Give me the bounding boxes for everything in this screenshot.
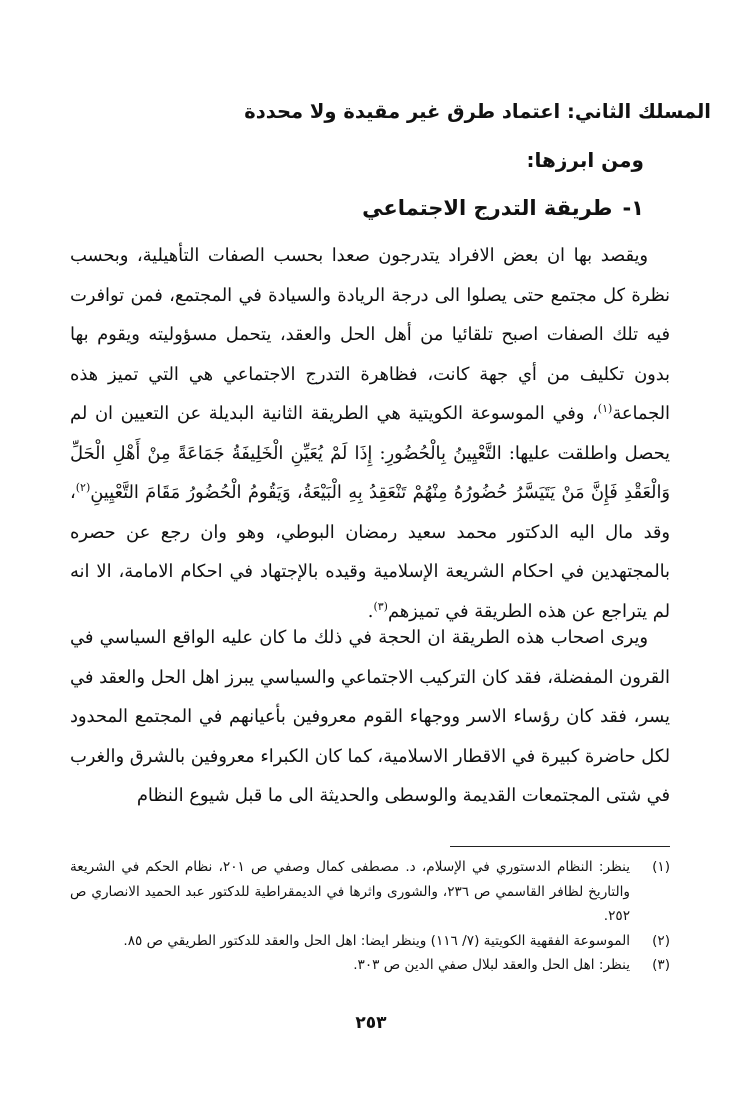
footnote-1 — [70, 855, 670, 929]
footnotes — [70, 855, 670, 978]
footnote-3 — [70, 953, 670, 978]
footnote-number: (٣) — [652, 957, 670, 973]
body-paragraph-1 — [70, 236, 670, 631]
paragraph-1-part-3: ، وقد مال اليه الدكتور محمد سعيد رمضان البوطي، وهو وان رجع عن حصره بالمجتهدين في احكام الشريعة الإسلامية وقيده بالإجتهاد في احكام الامامة، الا انه لم يتراجع عن هذه الطريقة في تميزهم — [70, 482, 670, 622]
footnote-ref-3: (٣) — [373, 599, 388, 613]
heading-number: ١- — [622, 196, 644, 220]
footnote-text: ينظر: اهل الحل والعقد لبلال صفي الدين ص ٣٠٣. — [353, 957, 630, 973]
paragraph-1-part-1: ويقصد بها ان بعض الافراد يتدرجون صعدا بحسب الصفات التأهيلية، وبحسب نظرة كل مجتمع حتى يصلوا الى درجة الريادة والسيادة في المجتمع، فمن توافرت فيه تلك الصفات اصبح تلقائيا من أهل الحل والعقد، يتحمل مسؤوليته ويقوم بها بدون تكليف من أي جهة كانت، فظاهرة التدرج الاجتماعي هي التي تميز هذه الجماعة — [70, 245, 670, 424]
footnote-2 — [70, 929, 670, 954]
footnote-ref-2: (٢) — [75, 481, 91, 495]
section-heading: المسلك الثاني: اعتماد طرق غير مقيدة ولا محددة — [244, 100, 711, 123]
footnote-number: (١) — [652, 859, 670, 875]
footnote-ref-1: (١) — [597, 402, 613, 416]
numbered-heading — [70, 196, 644, 220]
footnote-text: ينظر: النظام الدستوري في الإسلام، د. مصطفى كمال وصفي ص ٢٠١، نظام الحكم في الشريعة والتاريخ لظافر القاسمي ص ٢٣٦، والشورى واثرها في الديمقراطية للدكتور عبد الحميد الانصاري ص ٢٥٢. — [70, 859, 630, 924]
paragraph-1-part-2: ، وفي الموسوعة الكويتية هي الطريقة الثانية البديلة عن التعيين ان لم يحصل واطلقت عليها: التَّعْيِينُ بِالْحُضُورِ: إِذَا لَمْ يُعَيِّنِ الْخَلِيفَةُ جَمَاعَةً مِنْ أَهْلِ الْحَلِّ وَالْعَقْدِ فَإِنَّ مَنْ يَتَيَسَّرُ حُضُورُهُ مِنْهُمْ تَنْعَقِدُ بِهِ الْبَيْعَةُ، وَيَقُومُ الْحُضُورُ مَقَامَ التَّعْيِينِ — [70, 403, 670, 503]
paragraph-1-part-4: . — [367, 600, 374, 622]
footnote-text: الموسوعة الفقهية الكويتية (٧/ ١١٦) وينظر ايضا: اهل الحل والعقد للدكتور الطريقي ص ٨٥. — [123, 932, 630, 949]
footnote-number: (٢) — [652, 932, 670, 949]
page-number: ٢٥٣ — [355, 1013, 387, 1033]
footnote-separator — [450, 846, 670, 847]
sub-heading: ومن ابرزها: — [526, 148, 644, 172]
heading-title: طريقة التدرج الاجتماعي — [362, 196, 613, 220]
body-paragraph-2: ويرى اصحاب هذه الطريقة ان الحجة في ذلك ما كان عليه الواقع السياسي في القرون المفضلة، فقد كان التركيب الاجتماعي والسياسي يبرز اهل الحل والعقد في يسر، فقد كان رؤساء الاسر ووجهاء القوم معروفين بأعيانهم في المجتمع المحدود لكل حاضرة كبيرة في الاقطار الاسلامية، كما كان الكبراء معروفين بالشرق والغرب في شتى المجتمعات القديمة والوسطى والحديثة الى ما قبل شيوع النظام — [70, 627, 670, 806]
